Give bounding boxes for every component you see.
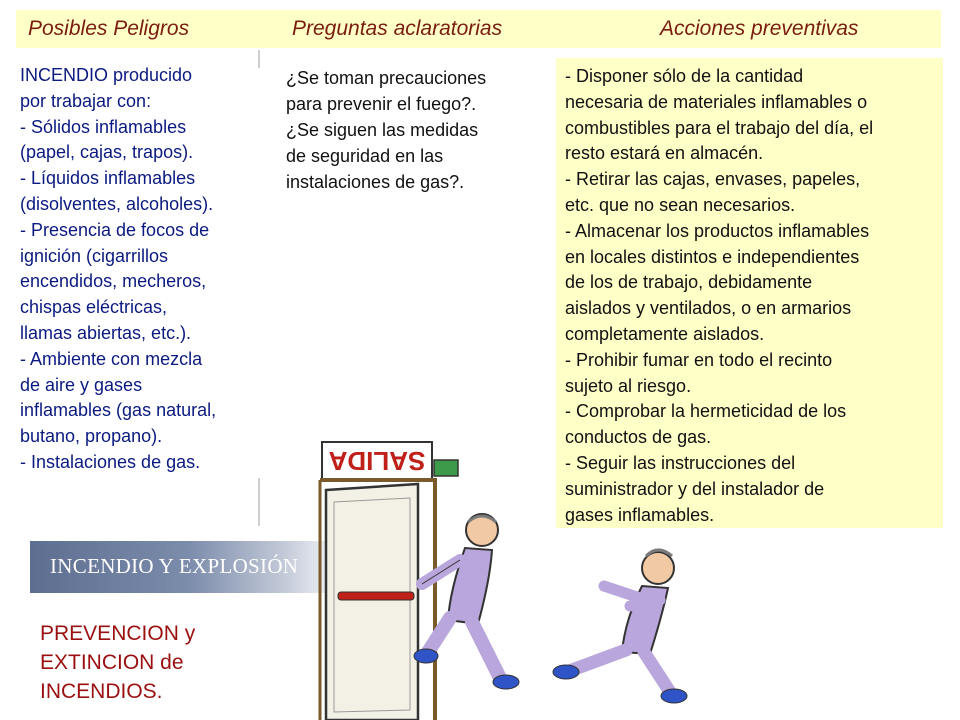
actions-line: - Prohibir fumar en todo el recinto — [565, 349, 833, 370]
exit-cartoon-illustration — [300, 420, 720, 720]
actions-line: conductos de gas. — [565, 427, 712, 448]
questions-line: ¿Se siguen las medidas — [286, 120, 479, 140]
actions-line: - Retirar las cajas, envases, papeles, — [565, 169, 861, 190]
hazards-line: ignición (cigarrillos — [20, 245, 169, 266]
questions-line: para prevenir el fuego?. — [286, 94, 477, 114]
header-actions: Acciones preventivas — [660, 17, 859, 40]
banner-title: INCENDIO Y EXPLOSIÓN — [50, 554, 299, 578]
hazards-line: por trabajar con: — [20, 90, 152, 111]
actions-line: - Comprobar la hermeticidad de los — [565, 401, 847, 422]
actions-line: resto estará en almacén. — [565, 143, 764, 164]
actions-line: de los de trabajo, debidamente — [565, 272, 813, 293]
hazards-line: - Presencia de focos de — [20, 219, 210, 240]
hazards-line: - Ambiente con mezcla — [20, 348, 203, 369]
prevention-line: EXTINCION de — [40, 651, 184, 674]
actions-line: gases inflamables. — [565, 504, 715, 525]
hazards-line: encendidos, mecheros, — [20, 271, 207, 292]
hazards-line: (disolventes, alcoholes). — [20, 193, 214, 214]
questions-line: de seguridad en las — [286, 146, 444, 166]
prevention-line: PREVENCION y — [40, 622, 196, 645]
actions-line: en locales distintos e independientes — [565, 246, 860, 267]
questions-column — [286, 65, 536, 195]
actions-line: sujeto al riesgo. — [565, 375, 692, 396]
column-divider — [258, 478, 260, 526]
actions-line: aislados y ventilados, o en armarios — [565, 298, 852, 319]
actions-line: - Disponer sólo de la cantidad — [565, 66, 804, 86]
questions-line: instalaciones de gas?. — [286, 172, 465, 192]
hazards-line: butano, propano). — [20, 426, 163, 447]
hazards-line: llamas abiertas, etc.). — [20, 322, 192, 343]
questions-line: ¿Se toman precauciones — [286, 68, 487, 88]
header-hazards: Posibles Peligros — [28, 17, 190, 40]
actions-line: etc. que no sean necesarios. — [565, 194, 796, 215]
running-person-icon — [414, 514, 519, 689]
hazards-line: de aire y gases — [20, 374, 143, 395]
prevention-line: INCENDIOS. — [40, 680, 163, 703]
hazards-line: inflamables (gas natural, — [20, 400, 217, 421]
hazards-line: - Sólidos inflamables — [20, 116, 187, 137]
exit-sign-text: SALIDA — [328, 446, 426, 476]
hazards-line: - Instalaciones de gas. — [20, 451, 201, 472]
hazards-line: - Líquidos inflamables — [20, 168, 196, 189]
table-header — [16, 10, 941, 48]
actions-line: necesaria de materiales inflamables o — [565, 91, 868, 112]
exit-sign — [322, 442, 458, 480]
actions-line: completamente aislados. — [565, 323, 765, 344]
fleeing-person-icon — [553, 550, 687, 703]
hazards-line: INCENDIO producido — [20, 65, 193, 85]
actions-line: - Seguir las instrucciones del — [565, 452, 796, 473]
prevention-title — [40, 619, 195, 706]
actions-line: - Almacenar los productos inflamables — [565, 220, 870, 241]
hazards-line: chispas eléctricas, — [20, 297, 168, 318]
actions-line: combustibles para el trabajo del día, el — [565, 117, 874, 138]
hazards-line: (papel, cajas, trapos). — [20, 142, 194, 163]
header-questions: Preguntas aclaratorias — [292, 17, 503, 40]
actions-line: suministrador y del instalador de — [565, 478, 825, 499]
hazards-column — [20, 63, 260, 476]
